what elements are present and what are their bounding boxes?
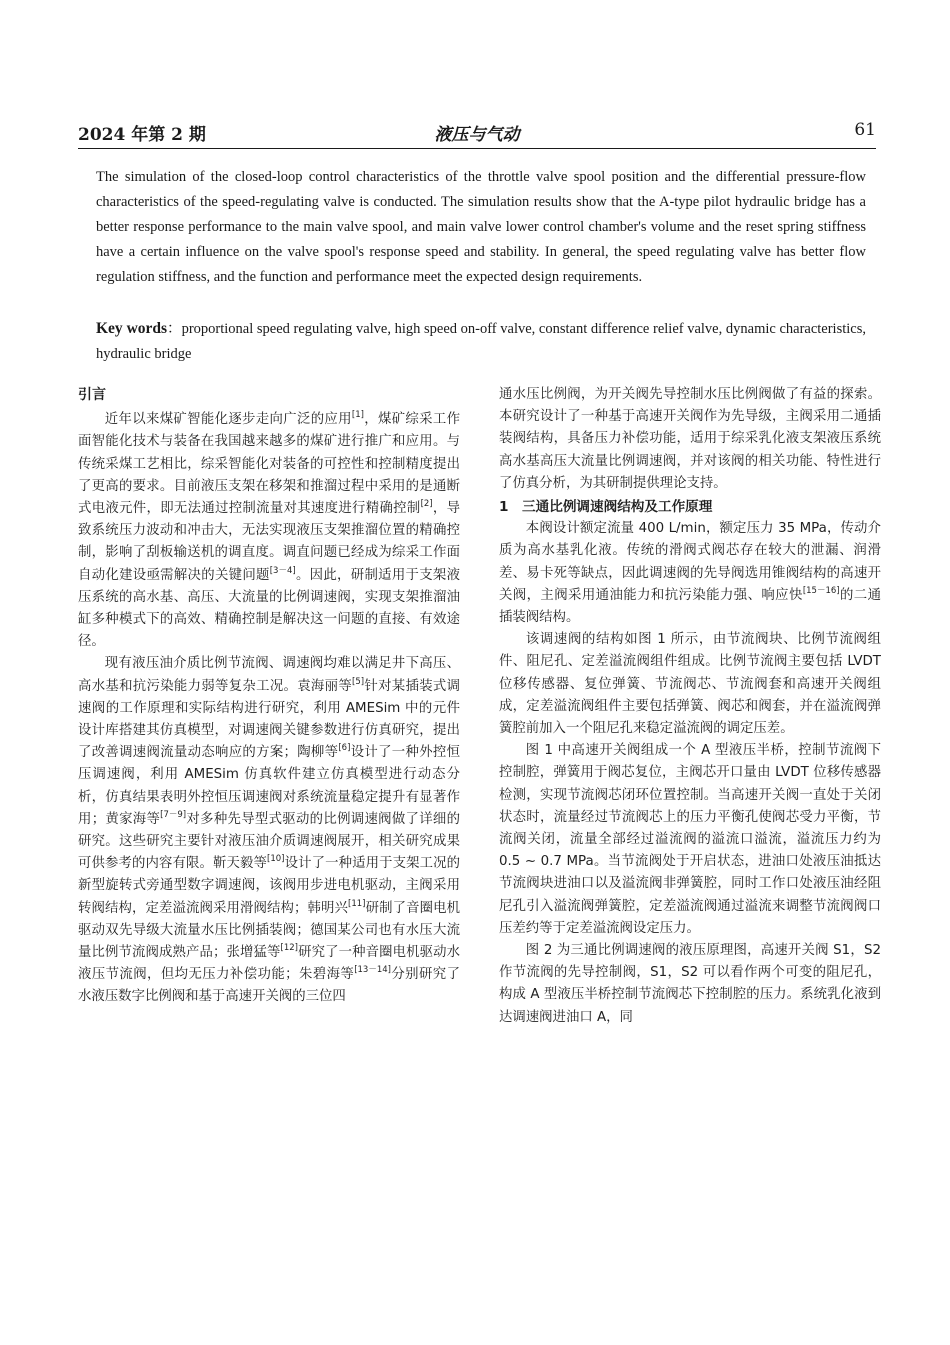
citation: [11] (348, 898, 366, 909)
intro-paragraph-1 (78, 409, 460, 653)
abstract-text: The simulation of the closed-loop control characteristics of the throttle valve spool position and the differential pressure-flow characteristics of the speed-regulating valve is conducted. The simulation results show that the A-type pilot hydraulic bridge has a better response performance to the main valve spool, and main valve lower control chamber's volume and the reset spring stiffness have a certain influence on the valve spool's response speed and stability. In general, the speed regulating valve has better flow regulation stiffness, and the function and performance meet the expected design requirements. (96, 169, 866, 285)
text-run: 现有液压油介质比例节流阀、调速阀均难以满足井下高压、高水基和抗污染能力弱等复杂工况。袁海丽等 (78, 656, 460, 694)
text-run: 分别研究了水液压数字比例阀和基于高速开关阀的三位四 (78, 967, 460, 1005)
citation: [5] (352, 676, 365, 687)
citation: [1] (351, 410, 364, 421)
intro-paragraph-2-continued: 通水压比例阀，为开关阀先导控制水压比例阀做了有益的探索。本研究设计了一种基于高速开关阀作为先导级，主阀采用二通插装阀结构，具备压力补偿功能，适用于综采乳化液支架液压系统高水基高压大流量比例调速阀，并对该阀的相关功能、特性进行了仿真分析，为其研制提供理论支持。 (499, 387, 881, 491)
text-run: ，导致系统压力波动和冲击大，无法实现液压支架推溜位置的精确控制，影响了刮板输送机的调直度。调直问题已经成为综采工作面自动化建设亟需解决的关键问题 (78, 501, 461, 583)
citation: [12] (280, 943, 298, 954)
keywords-separator: ： (167, 321, 182, 337)
keywords-text: proportional speed regulating valve, high speed on-off valve, constant difference relief valve, dynamic characteristics, hydraulic bridge (96, 321, 866, 362)
text-run: 对多种先导型式驱动的比例调速阀做了详细的研究。这些研究主要针对液压油介质调速阀展开，相关研究成果可供参考的内容有限。靳天毅等 (78, 811, 461, 872)
citation: [7－9] (160, 809, 187, 820)
text-run: 近年以来煤矿智能化逐步走向广泛的应用 (104, 412, 352, 428)
citation: [3－4] (269, 565, 296, 576)
citation: [10] (267, 854, 285, 865)
section-1-paragraph-1 (499, 518, 881, 629)
text-run: 设计了一种外控恒压调速阀，利用 AMESim 仿真软件建立仿真模型进行动态分析，仿真结果表明外控恒压调速阀对系统流量稳定提升有显著作用；黄家海等 (78, 745, 461, 827)
issue-label: 2024 年第 2 期 (78, 125, 206, 145)
header-rule (78, 148, 876, 149)
right-column (499, 384, 881, 1029)
intro-paragraph-2 (78, 653, 460, 1008)
text-run: 。因此，研制适用于支架液压系统的高水基、高压、大流量的比例调速阀，实现支架推溜油缸多种模式下的高效、精确控制是解决这一问题的直接、有效途径。 (78, 567, 461, 650)
text-run: 研究了一种音圈电机驱动水液压节流阀，但均无压力补偿功能；朱碧海等 (78, 945, 461, 983)
citation: [6] (338, 743, 351, 754)
text-run: 设计了一种适用于支架工况的新型旋转式旁通型数字调速阀，该阀用步进电机驱动，主阀采用转阀结构，定差溢流阀采用滑阀结构；韩明兴 (78, 856, 461, 916)
keywords (96, 316, 866, 367)
section-1-paragraph-3: 图 1 中高速开关阀组成一个 A 型液压半桥，控制节流阀下控制腔，弹簧用于阀芯复位，主阀芯开口量由 LVDT 位移传感器检测，实现节流阀芯闭环位置控制。当高速开关阀一直处于关闭状态时，流量经过节流阀芯上的压力平衡孔使阀芯受力平衡，节流阀关闭，流量全部经过溢流阀的溢流口溢流，溢流压力约为 0.5 ~ 0.7 MPa。当节流阀处于开启状态，进油口处液压油抵达节流阀块进油口以及溢流阀非弹簧腔，同时工作口处液压油经阻尼孔引入溢流阀弹簧腔，定差溢流阀通过溢流来调整节流阀阀口压差约等于定差溢流阀设定压力。 (499, 743, 881, 936)
left-column (78, 384, 460, 1009)
section-1-paragraph-2: 该调速阀的结构如图 1 所示，由节流阀块、比例节流阀组件、阻尼孔、定差溢流阀组件组成。比例节流阀主要包括 LVDT 位移传感器、复位弹簧、节流阀芯、节流阀套和高速开关阀组成，定差溢流阀组件主要包括弹簧、阀芯和阀套，并在溢流阀弹簧腔前加入一个阻尼孔来稳定溢流阀的调定压差。 (499, 632, 881, 737)
text-run: 研制了音圈电机驱动双先导级大流量水压比例插装阀；德国某公司也有水压大流量比例节流阀成熟产品；张增猛等 (78, 900, 461, 961)
intro-heading: 引言 (78, 387, 106, 403)
text-run: ，煤矿综采工作面智能化技术与装备在我国越来越多的煤矿进行推广和应用。与传统采煤工艺相比，综采智能化对装备的可控性和控制精度提出了更高的要求。目前液压支架在移架和推溜过程中采用的是通断式电液元件，即无法通过控制流量对其速度进行精确控制 (78, 412, 461, 517)
citation: [2] (420, 499, 433, 510)
section-1-heading: 1 三通比例调速阀结构及工作原理 (499, 499, 713, 516)
running-header (78, 120, 876, 144)
citation: [13－14] (354, 965, 391, 976)
keywords-label: Key words (96, 320, 168, 337)
section-1-paragraph-4: 图 2 为三通比例调速阀的液压原理图，高速开关阀 S1，S2 作节流阀的先导控制阀，S1，S2 可以看作两个可变的阻尼孔，构成 A 型液压半桥控制节流阀芯下控制腔的压力。系统乳化液到达调速阀进油口 A，同 (499, 943, 881, 1025)
text-run: 的二通插装阀结构。 (499, 587, 882, 626)
journal-title: 液压与气动 (434, 125, 520, 145)
text-run: 针对某插装式调速阀的工作原理和实际结构进行研究，利用 AMESim 中的元件设计库搭建其仿真模型，对调速阀关键参数进行仿真研究，提出了改善调速阀流量动态响应的方案；陶柳等 (78, 678, 461, 761)
citation: [15－16] (802, 585, 840, 596)
text-run: 本阀设计额定流量 400 L/min，额定压力 35 MPa，传动介质为高水基乳化液。传统的滑阀式阀芯存在较大的泄漏、润滑差、易卡死等缺点，因此调速阀的先导阀选用锥阀结构的高速开关阀，主阀采用通油能力和抗污染能力强、响应快 (499, 521, 881, 603)
page-number: 61 (854, 120, 876, 140)
